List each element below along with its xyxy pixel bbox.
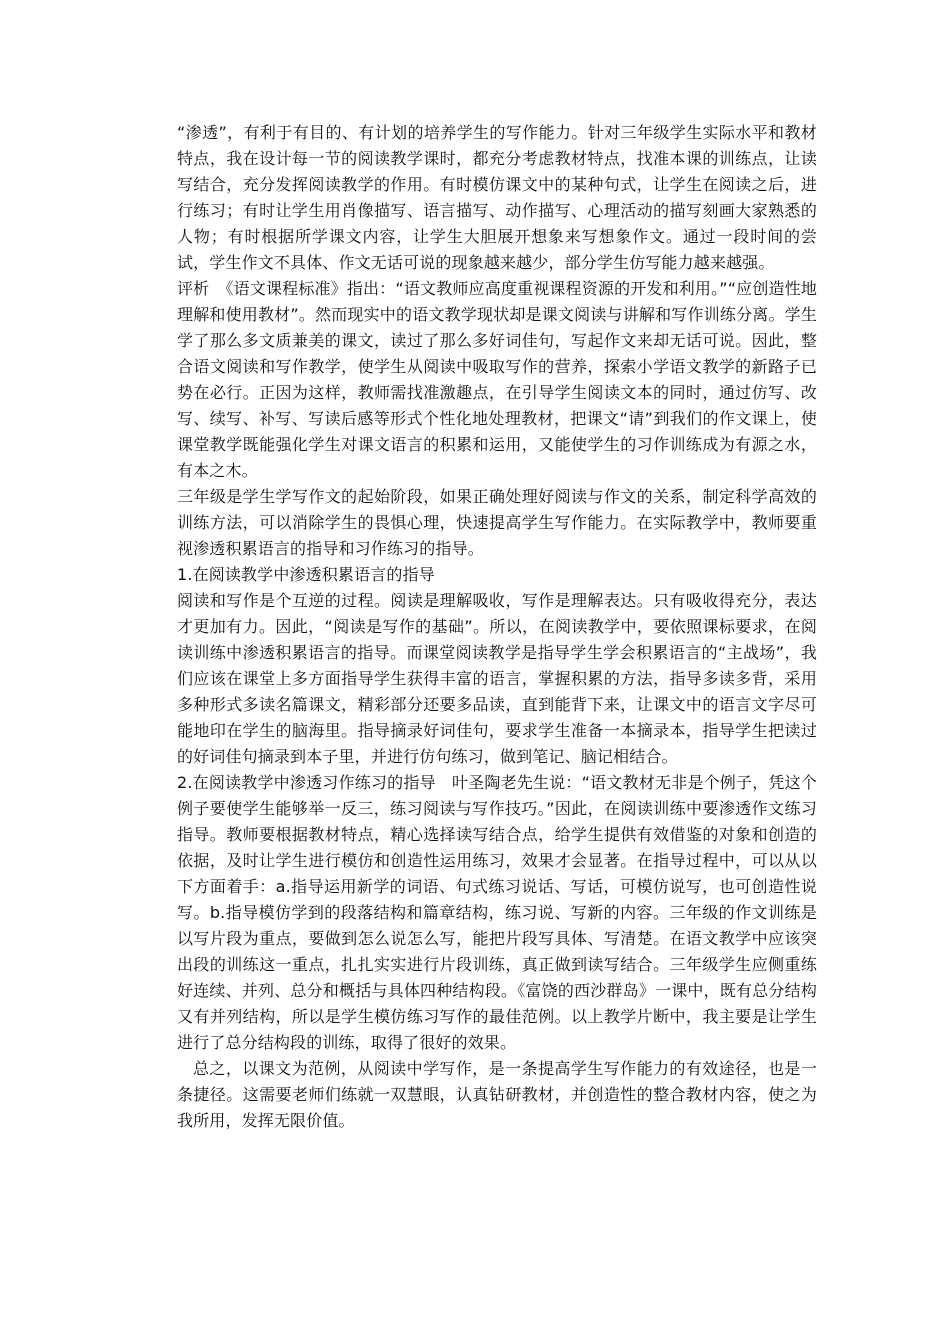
section-heading-1: 1.在阅读教学中渗透积累语言的指导 [177,565,435,584]
paragraph-continuation: “渗透”，有利于有目的、有计划的培养学生的写作能力。针对三年级学生实际水平和教材特点，我在设计每一节的阅读教学课时，都充分考虑教材特点，找准本课的训练点，让读写结合，充分发挥阅读教学的作用。有时模仿课文中的某种句式，让学生在阅读之后，进行练习；有时让学生用肖像描写、语言描写、动作描写、心理活动的描写刻画大家熟悉的人物；有时根据所学课文内容，让学生大胆展开想象来写想象作文。通过一段时间的尝试，学生作文不具体、作文无话可说的现象越来越少，部分学生仿写能力越来越强。 [177,123,817,272]
document-body [177,120,817,1134]
paragraph-reading-writing: 阅读和写作是个互逆的过程。阅读是理解吸收，写作是理解表达。只有吸收得充分，表达才更加有力。因此，“阅读是写作的基础”。所以，在阅读教学中，要依照课标要求，在阅读训练中渗透积累语言的指导。而课堂阅读教学是指导学生学会积累语言的“主战场”，我们应该在课堂上多方面指导学生获得丰富的语言，掌握积累的方法，指导多读多背，采用多种形式多读名篇课文，精彩部分还要多品读，直到能背下来，让课文中的语言文字尽可能地印在学生的脑海里。指导摘录好词佳句，要求学生准备一本摘录本，指导学生把读过的好词佳句摘录到本子里，并进行仿句练习，做到笔记、脑记相结合。 [177,591,817,766]
paragraph-commentary: 评析 《语文课程标准》指出：“语文教师应高度重视课程资源的开发和利用。”“应创造性地理解和使用教材”。然而现实中的语文教学现状却是课文阅读与讲解和写作训练分离。学生学了那么多文质兼美的课文，读过了那么多好词佳句，写起作文来却无话可说。因此，整合语文阅读和写作教学，使学生从阅读中吸取写作的营养，探索小学语文教学的新路子已势在必行。正因为这样，教师需找准激趣点，在引导学生阅读文本的同时，通过仿写、改写、续写、补写、写读后感等形式个性化地处理教材，把课文“请”到我们的作文课上，使课堂教学既能强化学生对课文语言的积累和运用，又能使学生的习作训练成为有源之水，有本之木。 [177,279,817,480]
paragraph-section-2: 2.在阅读教学中渗透习作练习的指导 叶圣陶老先生说：“语文教材无非是个例子，凭这个例子要使学生能够举一反三，练习阅读与写作技巧。”因此，在阅读训练中要渗透作文练习指导。教师要根据教材特点，精心选择读写结合点，给学生提供有效借鉴的对象和创造的依据，及时让学生进行模仿和创造性运用练习，效果才会显著。在指导过程中，可以从以下方面着手：a.指导运用新学的词语、句式练习说话、写话，可模仿说写，也可创造性说写。b.指导模仿学到的段落结构和篇章结构，练习说、写新的内容。三年级的作文训练是以写片段为重点，要做到怎么说怎么写，能把片段写具体、写清楚。在语文教学中应该突出段的训练这一重点，扎扎实实进行片段训练，真正做到读写结合。三年级学生应侧重练好连续、并列、总分和概括与具体四种结构段。《富饶的西沙群岛》一课中，既有总分结构又有并列结构，所以是学生模仿练习写作的最佳范例。以上教学片断中，我主要是让学生进行了总分结构段的训练，取得了很好的效果。 [177,773,817,1052]
paragraph-third-grade: 三年级是学生学写作文的起始阶段，如果正确处理好阅读与作文的关系，制定科学高效的训练方法，可以消除学生的畏惧心理，快速提高学生写作能力。在实际教学中，教师要重视渗透积累语言的指导和习作练习的指导。 [177,487,817,558]
paragraph-conclusion: 总之，以课文为范例，从阅读中学写作，是一条提高学生写作能力的有效途径，也是一条捷径。这需要老师们练就一双慧眼，认真钻研教材，并创造性的整合教材内容，使之为我所用，发挥无限价值。 [177,1059,817,1130]
